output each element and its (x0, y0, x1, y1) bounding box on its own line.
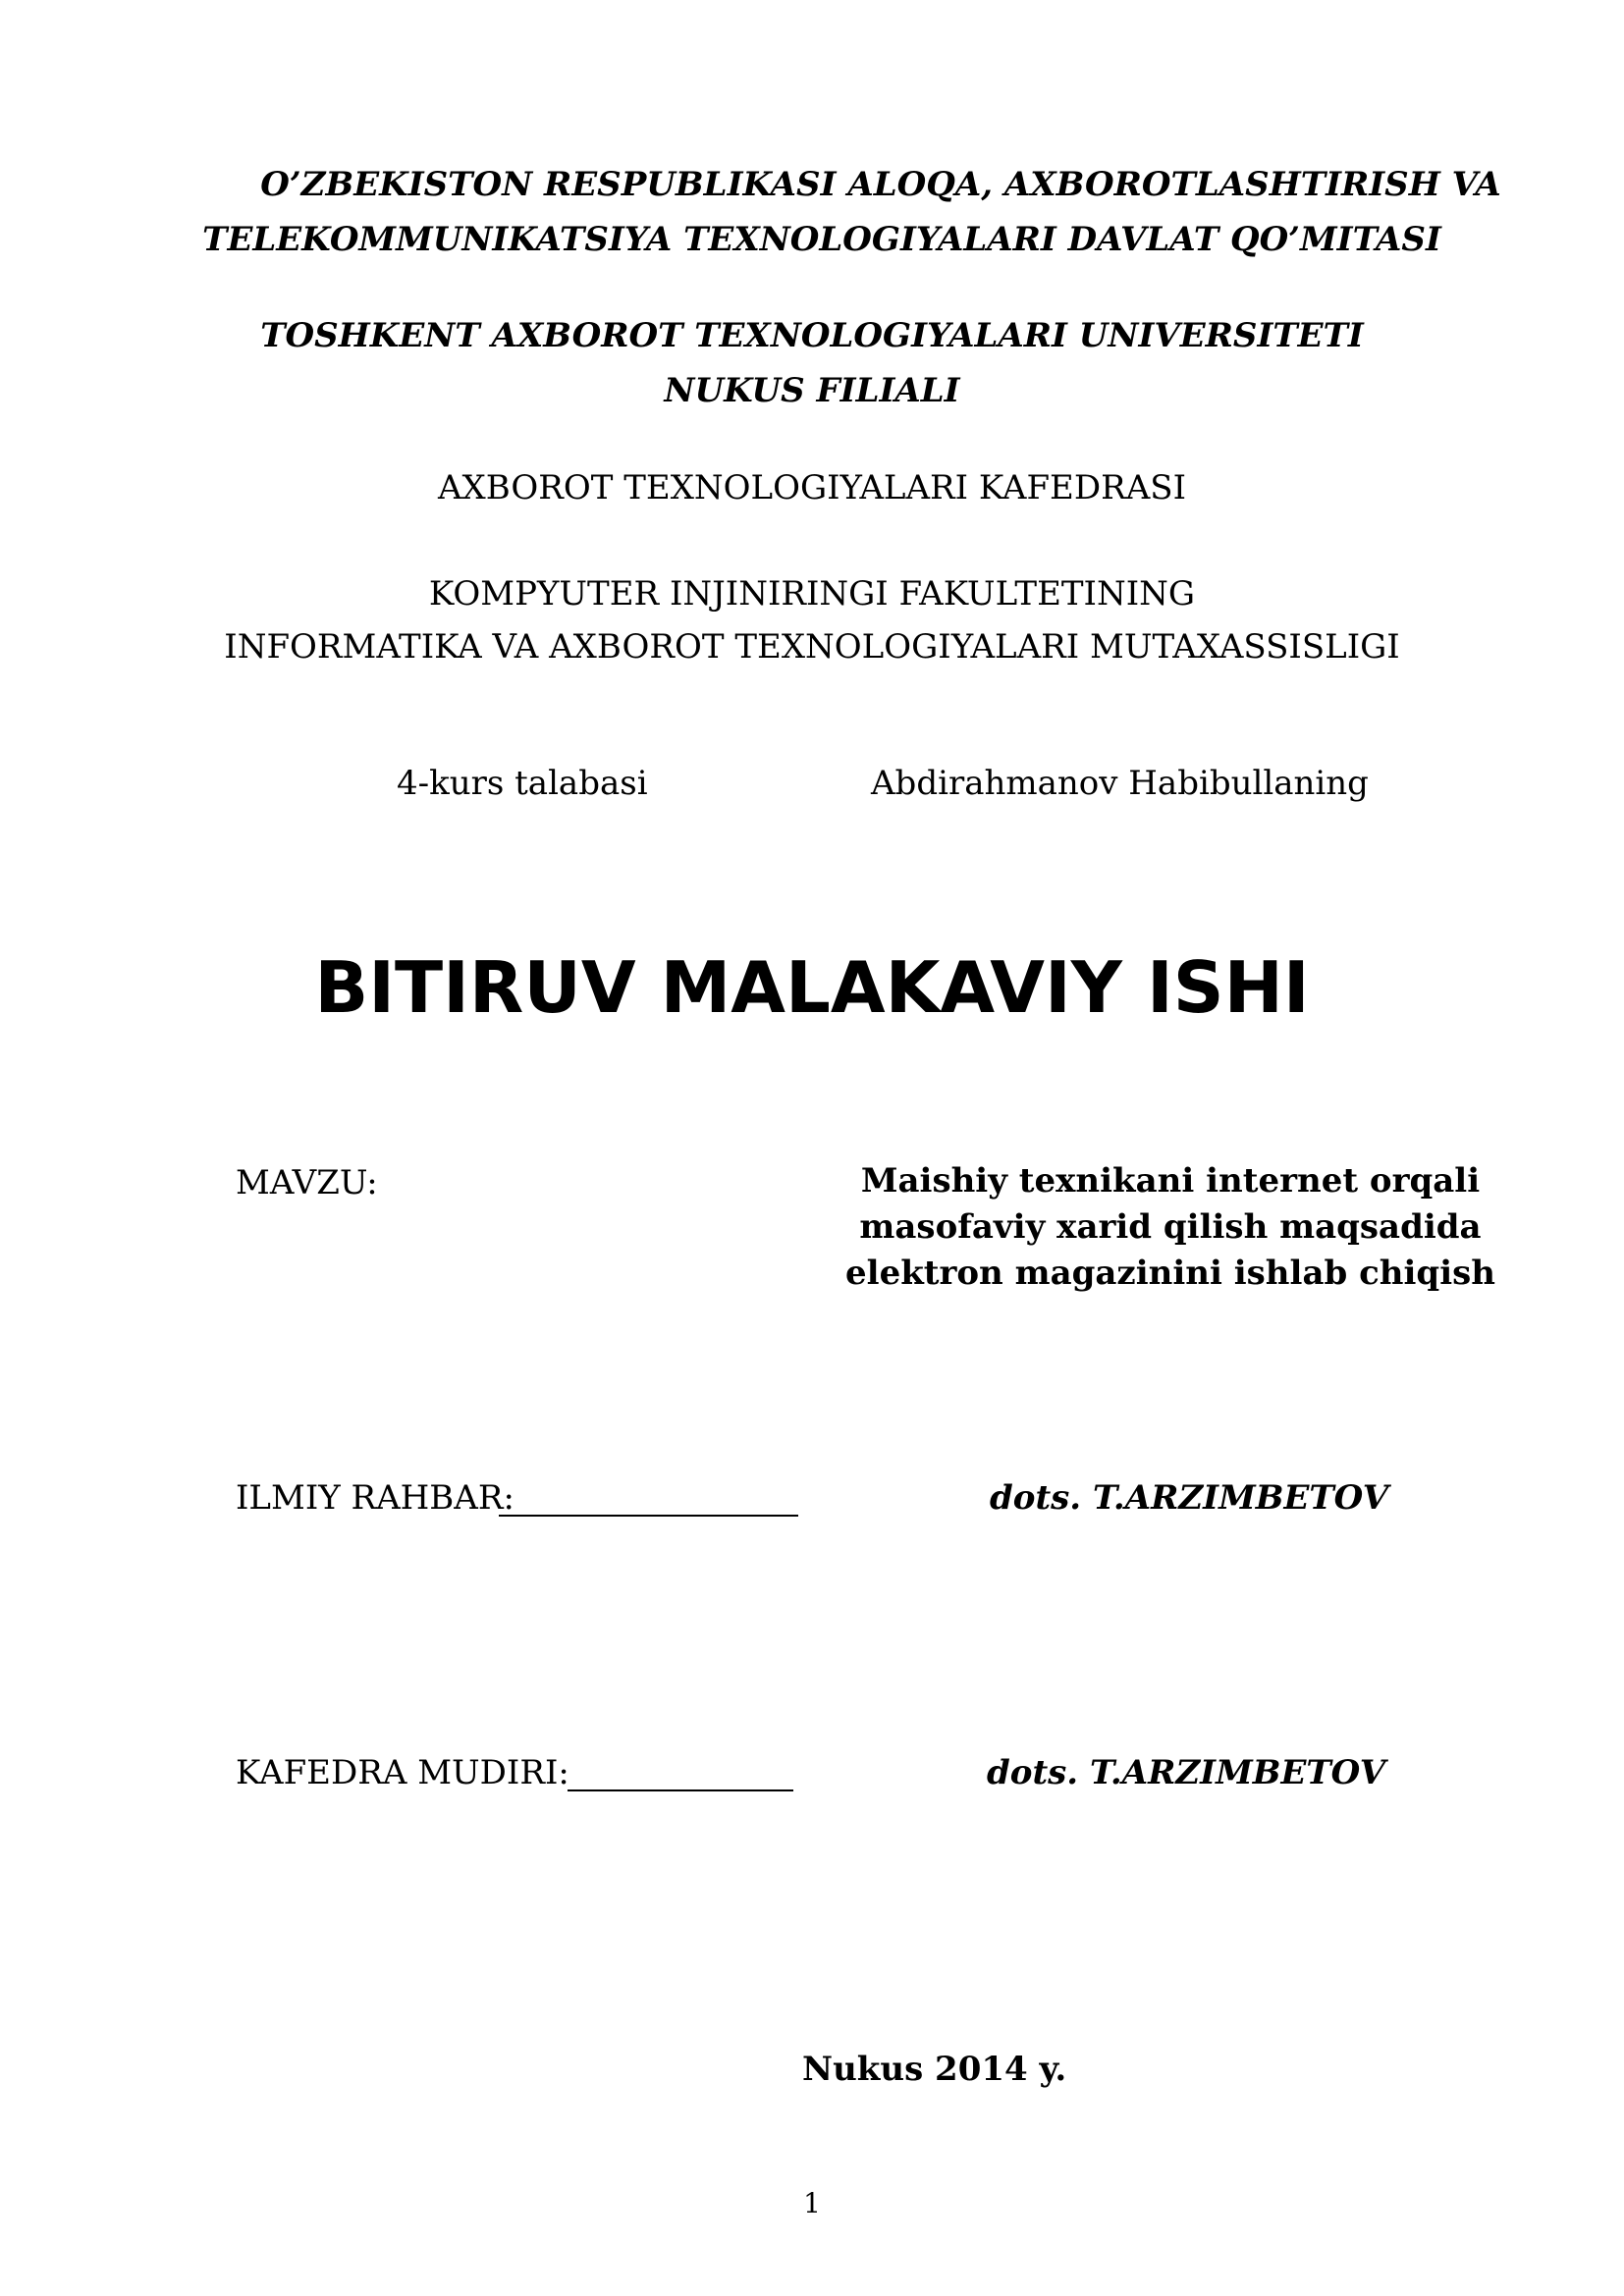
ministry-name (0, 157, 1624, 267)
faculty-line-2: INFORMATIKA VA AXBOROT TEXNOLOGIYALARI MUTAXASSISLIGI (224, 627, 1400, 667)
topic-label: MAVZU: (236, 1163, 378, 1202)
faculty-name (0, 567, 1624, 673)
department-name: AXBOROT TEXNOLOGIYALARI KAFEDRASI (437, 468, 1187, 507)
topic-text (827, 1158, 1514, 1297)
university-name (0, 308, 1624, 418)
advisor-name: dots. T.ARZIMBETOV (990, 1478, 1389, 1518)
ministry-line-1: O’ZBEKISTON RESPUBLIKASI ALOQA, AXBOROTLASHTIRISH VA (260, 165, 1501, 204)
page-number: 1 (803, 2187, 821, 2219)
ministry-line-2: TELEKOMMUNIKATSIYA TEXNOLOGIYALARI DAVLAT QO’MITASI (202, 220, 1441, 259)
advisor-label: ILMIY RAHBAR: (236, 1478, 514, 1518)
place-year: Nukus 2014 y. (802, 2050, 1067, 2089)
department-head-signature-line (568, 1789, 793, 1791)
advisor-signature-line (499, 1515, 798, 1517)
document-title: BITIRUV MALAKAVIY ISHI (314, 946, 1310, 1029)
faculty-line-1: KOMPYUTER INJINIRINGI FAKULTETINING (428, 574, 1196, 614)
university-line-1: TOSHKENT AXBOROT TEXNOLOGIYALARI UNIVERSITETI (260, 316, 1364, 355)
department-head-label: KAFEDRA MUDIRI: (236, 1753, 569, 1792)
department-head-name: dots. T.ARZIMBETOV (987, 1753, 1386, 1792)
student-course-label: 4-kurs talabasi (397, 764, 648, 803)
topic-line-1: Maishiy texnikani internet orqali (860, 1161, 1481, 1201)
university-line-2: NUKUS FILIALI (664, 371, 960, 410)
student-name: Abdirahmanov Habibullaning (871, 764, 1369, 803)
topic-line-2: masofaviy xarid qilish maqsadida (859, 1207, 1482, 1247)
topic-line-3: elektron magazinini ishlab chiqish (845, 1254, 1495, 1293)
